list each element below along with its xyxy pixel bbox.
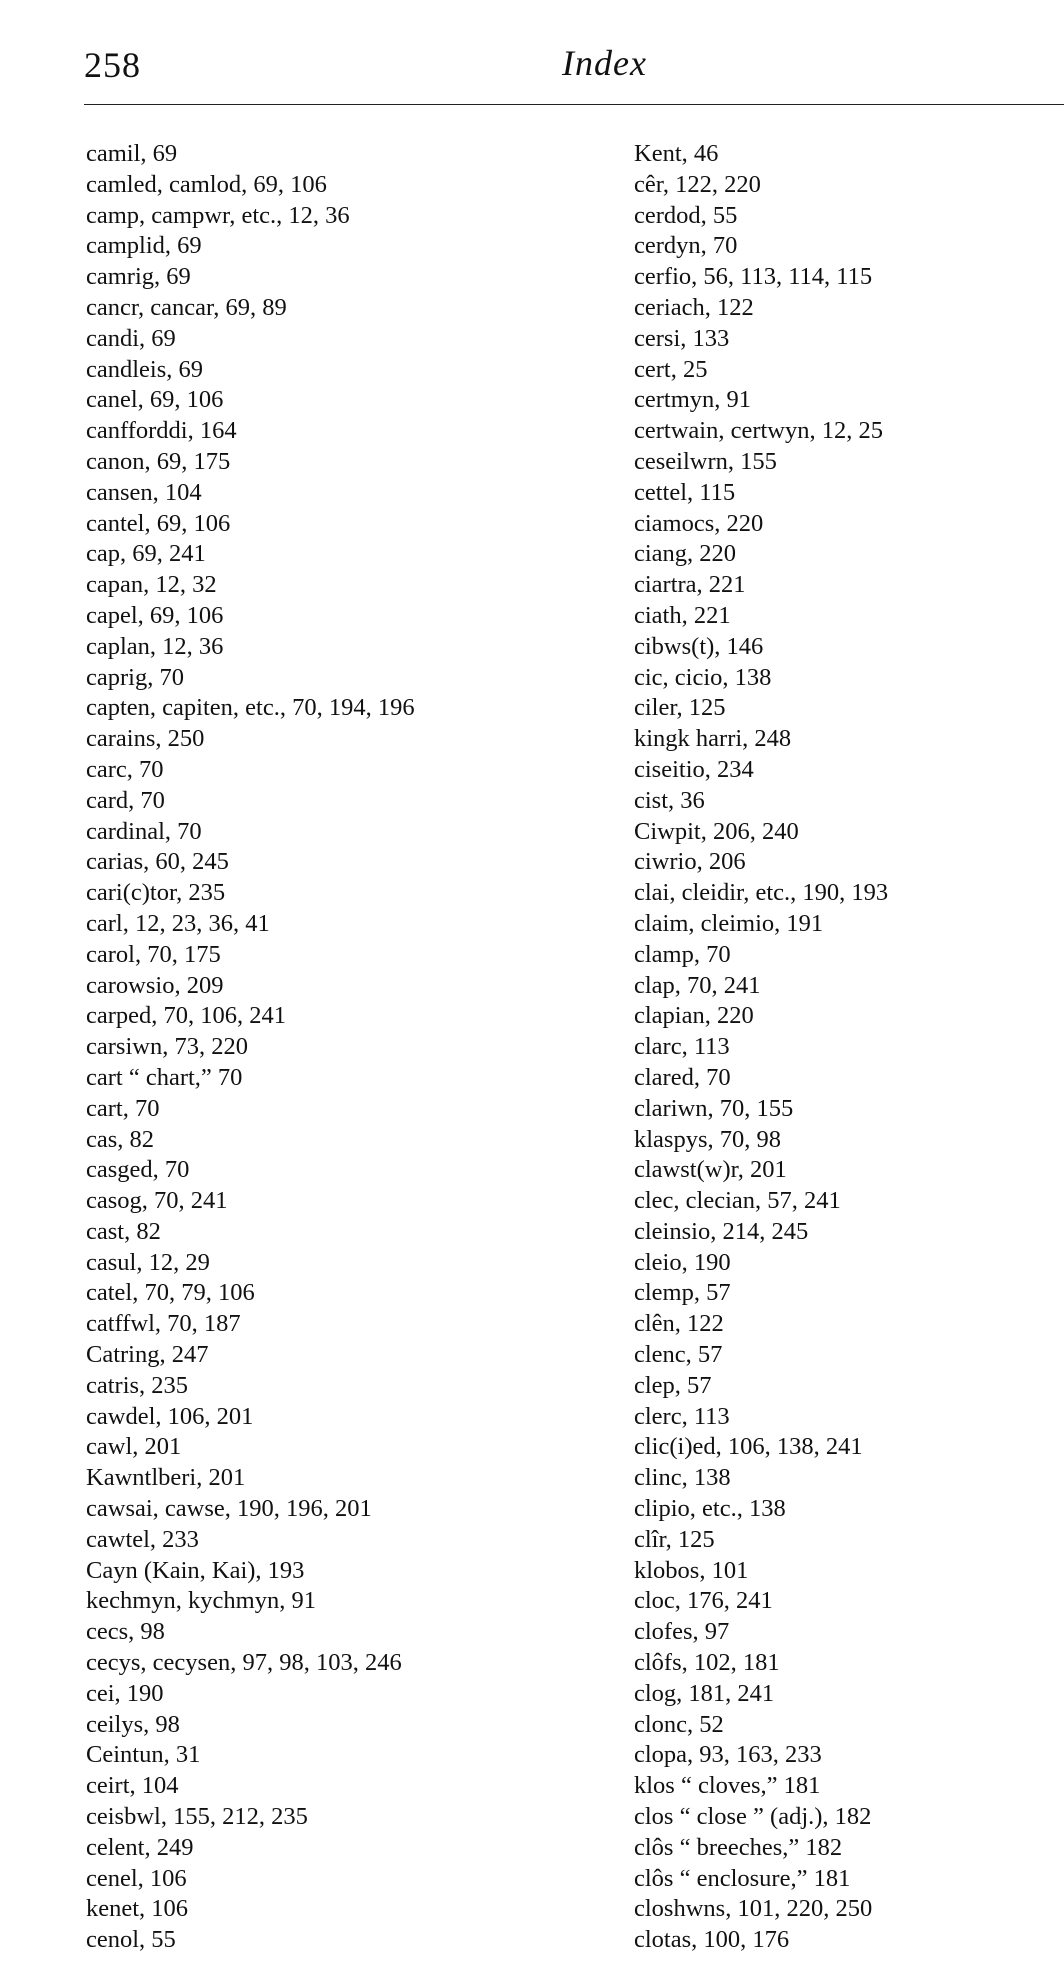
index-entry: cei, 190 bbox=[86, 1679, 164, 1707]
index-entry: cic, cicio, 138 bbox=[634, 663, 772, 691]
index-entry: clipio, etc., 138 bbox=[634, 1495, 786, 1523]
index-entry: ceirt, 104 bbox=[86, 1772, 179, 1800]
page-number: 258 bbox=[84, 45, 141, 85]
index-entry: cert, 25 bbox=[634, 355, 708, 383]
index-entry: cist, 36 bbox=[634, 786, 705, 814]
index-entry: card, 70 bbox=[86, 786, 165, 814]
index-entry: ciseitio, 234 bbox=[634, 755, 754, 783]
index-entry: cerdod, 55 bbox=[634, 201, 738, 229]
index-entry: clep, 57 bbox=[634, 1371, 712, 1399]
index-entry: cancr, cancar, 69, 89 bbox=[86, 293, 287, 321]
index-entry: carias, 60, 245 bbox=[86, 848, 229, 876]
index-entry: camplid, 69 bbox=[86, 232, 202, 260]
index-entry: clofes, 97 bbox=[634, 1618, 730, 1646]
index-entry: carsiwn, 73, 220 bbox=[86, 1033, 248, 1061]
index-entry: certwain, certwyn, 12, 25 bbox=[634, 417, 883, 445]
index-entry: cenel, 106 bbox=[86, 1864, 187, 1892]
index-entry: Kent, 46 bbox=[634, 140, 719, 167]
index-entry: cansen, 104 bbox=[86, 478, 202, 506]
page-title: Index bbox=[562, 43, 647, 83]
index-entry: clôs “ breeches,” 182 bbox=[634, 1833, 843, 1861]
index-entry: celent, 249 bbox=[86, 1833, 194, 1861]
index-entry: carol, 70, 175 bbox=[86, 940, 221, 968]
index-entry: catel, 70, 79, 106 bbox=[86, 1279, 255, 1307]
index-entry: clôs “ enclosure,” 181 bbox=[634, 1864, 851, 1892]
index-entry: clos “ close ” (adj.), 182 bbox=[634, 1803, 872, 1831]
index-entry: clôfs, 102, 181 bbox=[634, 1649, 780, 1677]
index-entry: catris, 235 bbox=[86, 1371, 189, 1399]
index-entry: clawst(w)r, 201 bbox=[634, 1156, 787, 1184]
index-entry: Ceintun, 31 bbox=[86, 1741, 201, 1769]
index-entry: clenc, 57 bbox=[634, 1341, 723, 1369]
index-entry: carped, 70, 106, 241 bbox=[86, 1002, 287, 1030]
index-entry: ciamocs, 220 bbox=[634, 509, 764, 537]
page-header bbox=[84, 38, 1064, 98]
index-entry: canon, 69, 175 bbox=[86, 447, 231, 475]
index-entry: cettel, 115 bbox=[634, 478, 736, 506]
index-entry: ciath, 221 bbox=[634, 601, 731, 629]
index-entry: ceisbwl, 155, 212, 235 bbox=[86, 1803, 308, 1831]
index-entry: klobos, 101 bbox=[634, 1556, 749, 1584]
index-entry: clog, 181, 241 bbox=[634, 1679, 775, 1707]
index-entry: candleis, 69 bbox=[86, 355, 204, 383]
index-entry: clared, 70 bbox=[634, 1063, 731, 1091]
index-entry: clap, 70, 241 bbox=[634, 971, 761, 999]
index-entry: cersi, 133 bbox=[634, 324, 730, 352]
index-entry: cap, 69, 241 bbox=[86, 540, 206, 568]
index-entry: ceseilwrn, 155 bbox=[634, 447, 777, 475]
index-entry: clên, 122 bbox=[634, 1310, 724, 1338]
index-entry: clec, clecian, 57, 241 bbox=[634, 1187, 841, 1215]
index-entry: camled, camlod, 69, 106 bbox=[86, 170, 327, 198]
index-entry: clopa, 93, 163, 233 bbox=[634, 1741, 822, 1769]
index-entry: cari(c)tor, 235 bbox=[86, 879, 226, 907]
index-entry: cart, 70 bbox=[86, 1094, 160, 1122]
index-entry: cast, 82 bbox=[86, 1217, 161, 1245]
index-entry: capel, 69, 106 bbox=[86, 601, 224, 629]
index-entry: Cayn (Kain, Kai), 193 bbox=[86, 1556, 305, 1584]
index-entry: closhwns, 101, 220, 250 bbox=[634, 1895, 873, 1923]
index-entry: capten, capiten, etc., 70, 194, 196 bbox=[86, 694, 415, 722]
index-entry: clemp, 57 bbox=[634, 1279, 731, 1307]
index-entry: capan, 12, 32 bbox=[86, 571, 217, 599]
index-entry: cawsai, cawse, 190, 196, 201 bbox=[86, 1495, 372, 1523]
index-entry: Ciwpit, 206, 240 bbox=[634, 817, 799, 845]
index-entry: clonc, 52 bbox=[634, 1710, 724, 1738]
index-entry: cecs, 98 bbox=[86, 1618, 165, 1646]
index-entry: cibws(t), 146 bbox=[634, 632, 764, 660]
index-entry: cart “ chart,” 70 bbox=[86, 1063, 243, 1091]
index-entry: clic(i)ed, 106, 138, 241 bbox=[634, 1433, 863, 1461]
index-entry: clîr, 125 bbox=[634, 1525, 715, 1553]
index-entry: camil, 69 bbox=[86, 140, 178, 167]
index-entry: carains, 250 bbox=[86, 725, 205, 753]
index-entry: cenol, 55 bbox=[86, 1926, 176, 1954]
index-entry: caplan, 12, 36 bbox=[86, 632, 224, 660]
index-entry: cawtel, 233 bbox=[86, 1525, 199, 1553]
index-entry: cloc, 176, 241 bbox=[634, 1587, 773, 1615]
index-entry: clotas, 100, 176 bbox=[634, 1926, 790, 1954]
index-entry: kingk harri, 248 bbox=[634, 725, 792, 753]
index-entry: cêr, 122, 220 bbox=[634, 170, 761, 198]
index-right-column bbox=[634, 139, 888, 1956]
index-entry: clai, cleidir, etc., 190, 193 bbox=[634, 879, 889, 907]
index-entry: carowsio, 209 bbox=[86, 971, 224, 999]
index-entry: canel, 69, 106 bbox=[86, 386, 224, 414]
index-entry: clamp, 70 bbox=[634, 940, 731, 968]
index-entry: ciler, 125 bbox=[634, 694, 726, 722]
index-entry: clapian, 220 bbox=[634, 1002, 754, 1030]
index-entry: cardinal, 70 bbox=[86, 817, 202, 845]
index-entry: cawdel, 106, 201 bbox=[86, 1402, 254, 1430]
index-entry: cantel, 69, 106 bbox=[86, 509, 231, 537]
index-entry: cecys, cecysen, 97, 98, 103, 246 bbox=[86, 1649, 402, 1677]
index-entry: ciang, 220 bbox=[634, 540, 737, 568]
index-entry: camrig, 69 bbox=[86, 263, 191, 291]
index-entry: clariwn, 70, 155 bbox=[634, 1094, 794, 1122]
index-entry: cerdyn, 70 bbox=[634, 232, 738, 260]
index-entry: clinc, 138 bbox=[634, 1464, 731, 1492]
index-entry: Kawntlberi, 201 bbox=[86, 1464, 246, 1492]
index-entry: cas, 82 bbox=[86, 1125, 155, 1153]
index-entry: ciwrio, 206 bbox=[634, 848, 746, 876]
index-entry: ceilys, 98 bbox=[86, 1710, 180, 1738]
index-entry: cleinsio, 214, 245 bbox=[634, 1217, 809, 1245]
index-entry: klos “ cloves,” 181 bbox=[634, 1772, 821, 1800]
index-entry: ciartra, 221 bbox=[634, 571, 746, 599]
index-entry: cleio, 190 bbox=[634, 1248, 731, 1276]
index-entry: kenet, 106 bbox=[86, 1895, 189, 1923]
index-entry: casog, 70, 241 bbox=[86, 1187, 228, 1215]
index-entry: candi, 69 bbox=[86, 324, 176, 352]
index-entry: clerc, 113 bbox=[634, 1402, 730, 1430]
index-entry: claim, cleimio, 191 bbox=[634, 909, 824, 937]
index-entry: klaspys, 70, 98 bbox=[634, 1125, 781, 1153]
index-entry: canfforddi, 164 bbox=[86, 417, 237, 445]
index-entry: clarc, 113 bbox=[634, 1033, 730, 1061]
index-entry: catffwl, 70, 187 bbox=[86, 1310, 241, 1338]
index-entry: cerfio, 56, 113, 114, 115 bbox=[634, 263, 873, 291]
index-entry: carc, 70 bbox=[86, 755, 164, 783]
index-entry: camp, campwr, etc., 12, 36 bbox=[86, 201, 350, 229]
index-left-column bbox=[86, 139, 415, 1956]
header-rule bbox=[84, 104, 1064, 105]
index-entry: certmyn, 91 bbox=[634, 386, 752, 414]
index-entry: carl, 12, 23, 36, 41 bbox=[86, 909, 270, 937]
index-entry: cawl, 201 bbox=[86, 1433, 182, 1461]
index-entry: kechmyn, kychmyn, 91 bbox=[86, 1587, 316, 1615]
index-entry: casged, 70 bbox=[86, 1156, 190, 1184]
index-entry: caprig, 70 bbox=[86, 663, 184, 691]
index-entry: Catring, 247 bbox=[86, 1341, 209, 1369]
index-entry: casul, 12, 29 bbox=[86, 1248, 210, 1276]
index-entry: ceriach, 122 bbox=[634, 293, 754, 321]
